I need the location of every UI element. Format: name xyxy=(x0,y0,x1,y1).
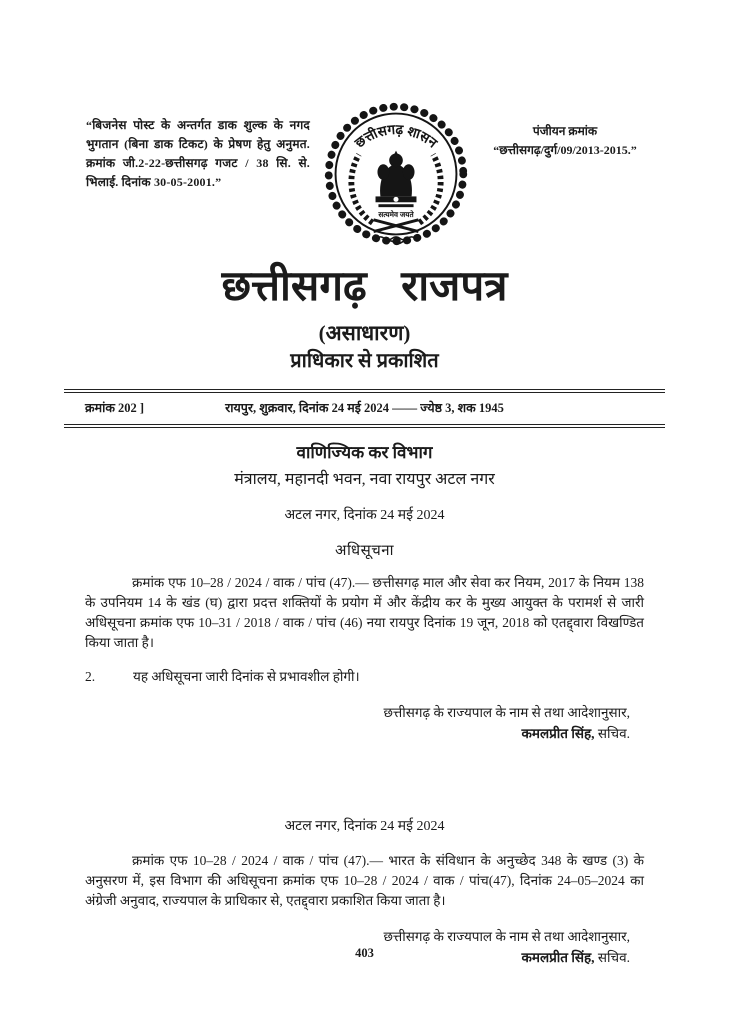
notification-clause-2 xyxy=(85,667,644,687)
gazette-subtitle-authority: प्राधिकार से प्रकाशित xyxy=(290,350,439,372)
gazette-title: छत्तीसगढ़ राजपत्र xyxy=(221,264,508,310)
issue-date-line: रायपुर, शुक्रवार, दिनांक 24 मई 2024 —— ज्येष्ठ 3, शक 1945 xyxy=(225,401,504,415)
crossed-swords-icon xyxy=(373,220,418,232)
place-date-line-1: अटल नगर, दिनांक 24 मई 2024 xyxy=(284,508,445,523)
secretary-name: कमलप्रीत सिंह, xyxy=(521,950,595,965)
secretary-title: सचिव. xyxy=(594,726,630,741)
signoff-order-line: छत्तीसगढ़ के राज्यपाल के नाम से तथा आदेशानुसार, xyxy=(383,929,630,944)
clause-text: यह अधिसूचना जारी दिनांक से प्रभावशील होगी। xyxy=(133,669,360,684)
registration-label: पंजीयन क्रमांक xyxy=(532,124,598,138)
clause-number: 2. xyxy=(85,669,96,684)
wreath-right-icon xyxy=(419,155,440,223)
registration-note xyxy=(481,122,649,160)
masthead xyxy=(0,0,729,257)
registration-number: “छत्तीसगढ़/दुर्ग/09/2013-2015.” xyxy=(493,143,637,157)
dharma-wheel-icon xyxy=(393,197,398,202)
notification-heading: अधिसूचना xyxy=(335,543,394,559)
notification-paragraph-2: क्रमांक एफ 10–28 / 2024 / वाक / पांच (47).— भारत के संविधान के अनुच्छेद 348 के खण्ड (3) के अनुसरण में, इस विभाग की अधिसूचना क्रमांक एफ 10–28 / 2024 / वाक / पांच(47), दिनांक 24–05–2024 का अंग्रेजी अनुवाद, राज्यपाल के प्राधिकार से, एतद्द्वारा प्रकाशित किया जाता है। xyxy=(85,853,644,908)
signature-block-1 xyxy=(0,702,729,744)
page-number: 403 xyxy=(355,946,374,960)
wreath-left-icon xyxy=(351,155,372,223)
gazette-subtitle-extraordinary: (असाधारण) xyxy=(318,321,411,345)
department-heading: वाणिज्यिक कर विभाग xyxy=(296,443,433,462)
chhattisgarh-emblem-icon xyxy=(318,96,474,252)
emblem-motto: सत्यमेव जयते xyxy=(377,209,414,219)
notification-paragraph-1: क्रमांक एफ 10–28 / 2024 / वाक / पांच (47).— छत्तीसगढ़ माल और सेवा कर नियम, 2017 के नियम 138 के उपनियम 14 के खंड (घ) द्वारा प्रदत्त शक्तियों के प्रयोग में और केंद्रीय कर के मुख्य आयुक्त के परामर्श से जारी अधिसूचना क्रमांक एफ 10–31 / 2018 / वाक / पांच (46) नया रायपुर दिनांक 19 जून, 2018 को एतद्द्वारा विखण्डित किया जाता है। xyxy=(85,575,644,650)
secretary-name: कमलप्रीत सिंह, xyxy=(521,726,595,741)
place-date-line-2: अटल नगर, दिनांक 24 मई 2024 xyxy=(284,819,445,834)
emblem-arc-text: छत्तीसगढ़ शासन xyxy=(351,121,440,151)
signoff-name-line xyxy=(0,723,630,744)
postal-permission-note: “बिजनेस पोस्ट के अन्तर्गत डाक शुल्क के नगद भुगतान (बिना डाक टिकट) के प्रेषण हेतु अनुमत. क्रमांक जी.2-22-छत्तीसगढ़ गजट / 38 सि. से. भिलाई. दिनांक 30-05-2001.” xyxy=(86,118,310,189)
state-emblem xyxy=(318,96,474,257)
issue-number: क्रमांक 202 ] xyxy=(85,401,145,415)
signoff-order-line: छत्तीसगढ़ के राज्यपाल के नाम से तथा आदेशानुसार, xyxy=(383,705,630,720)
secretary-title: सचिव. xyxy=(594,950,630,965)
issue-bar xyxy=(64,389,665,428)
department-address: मंत्रालय, महानदी भवन, नवा रायपुर अटल नगर xyxy=(234,471,495,488)
section-gap xyxy=(0,744,729,800)
